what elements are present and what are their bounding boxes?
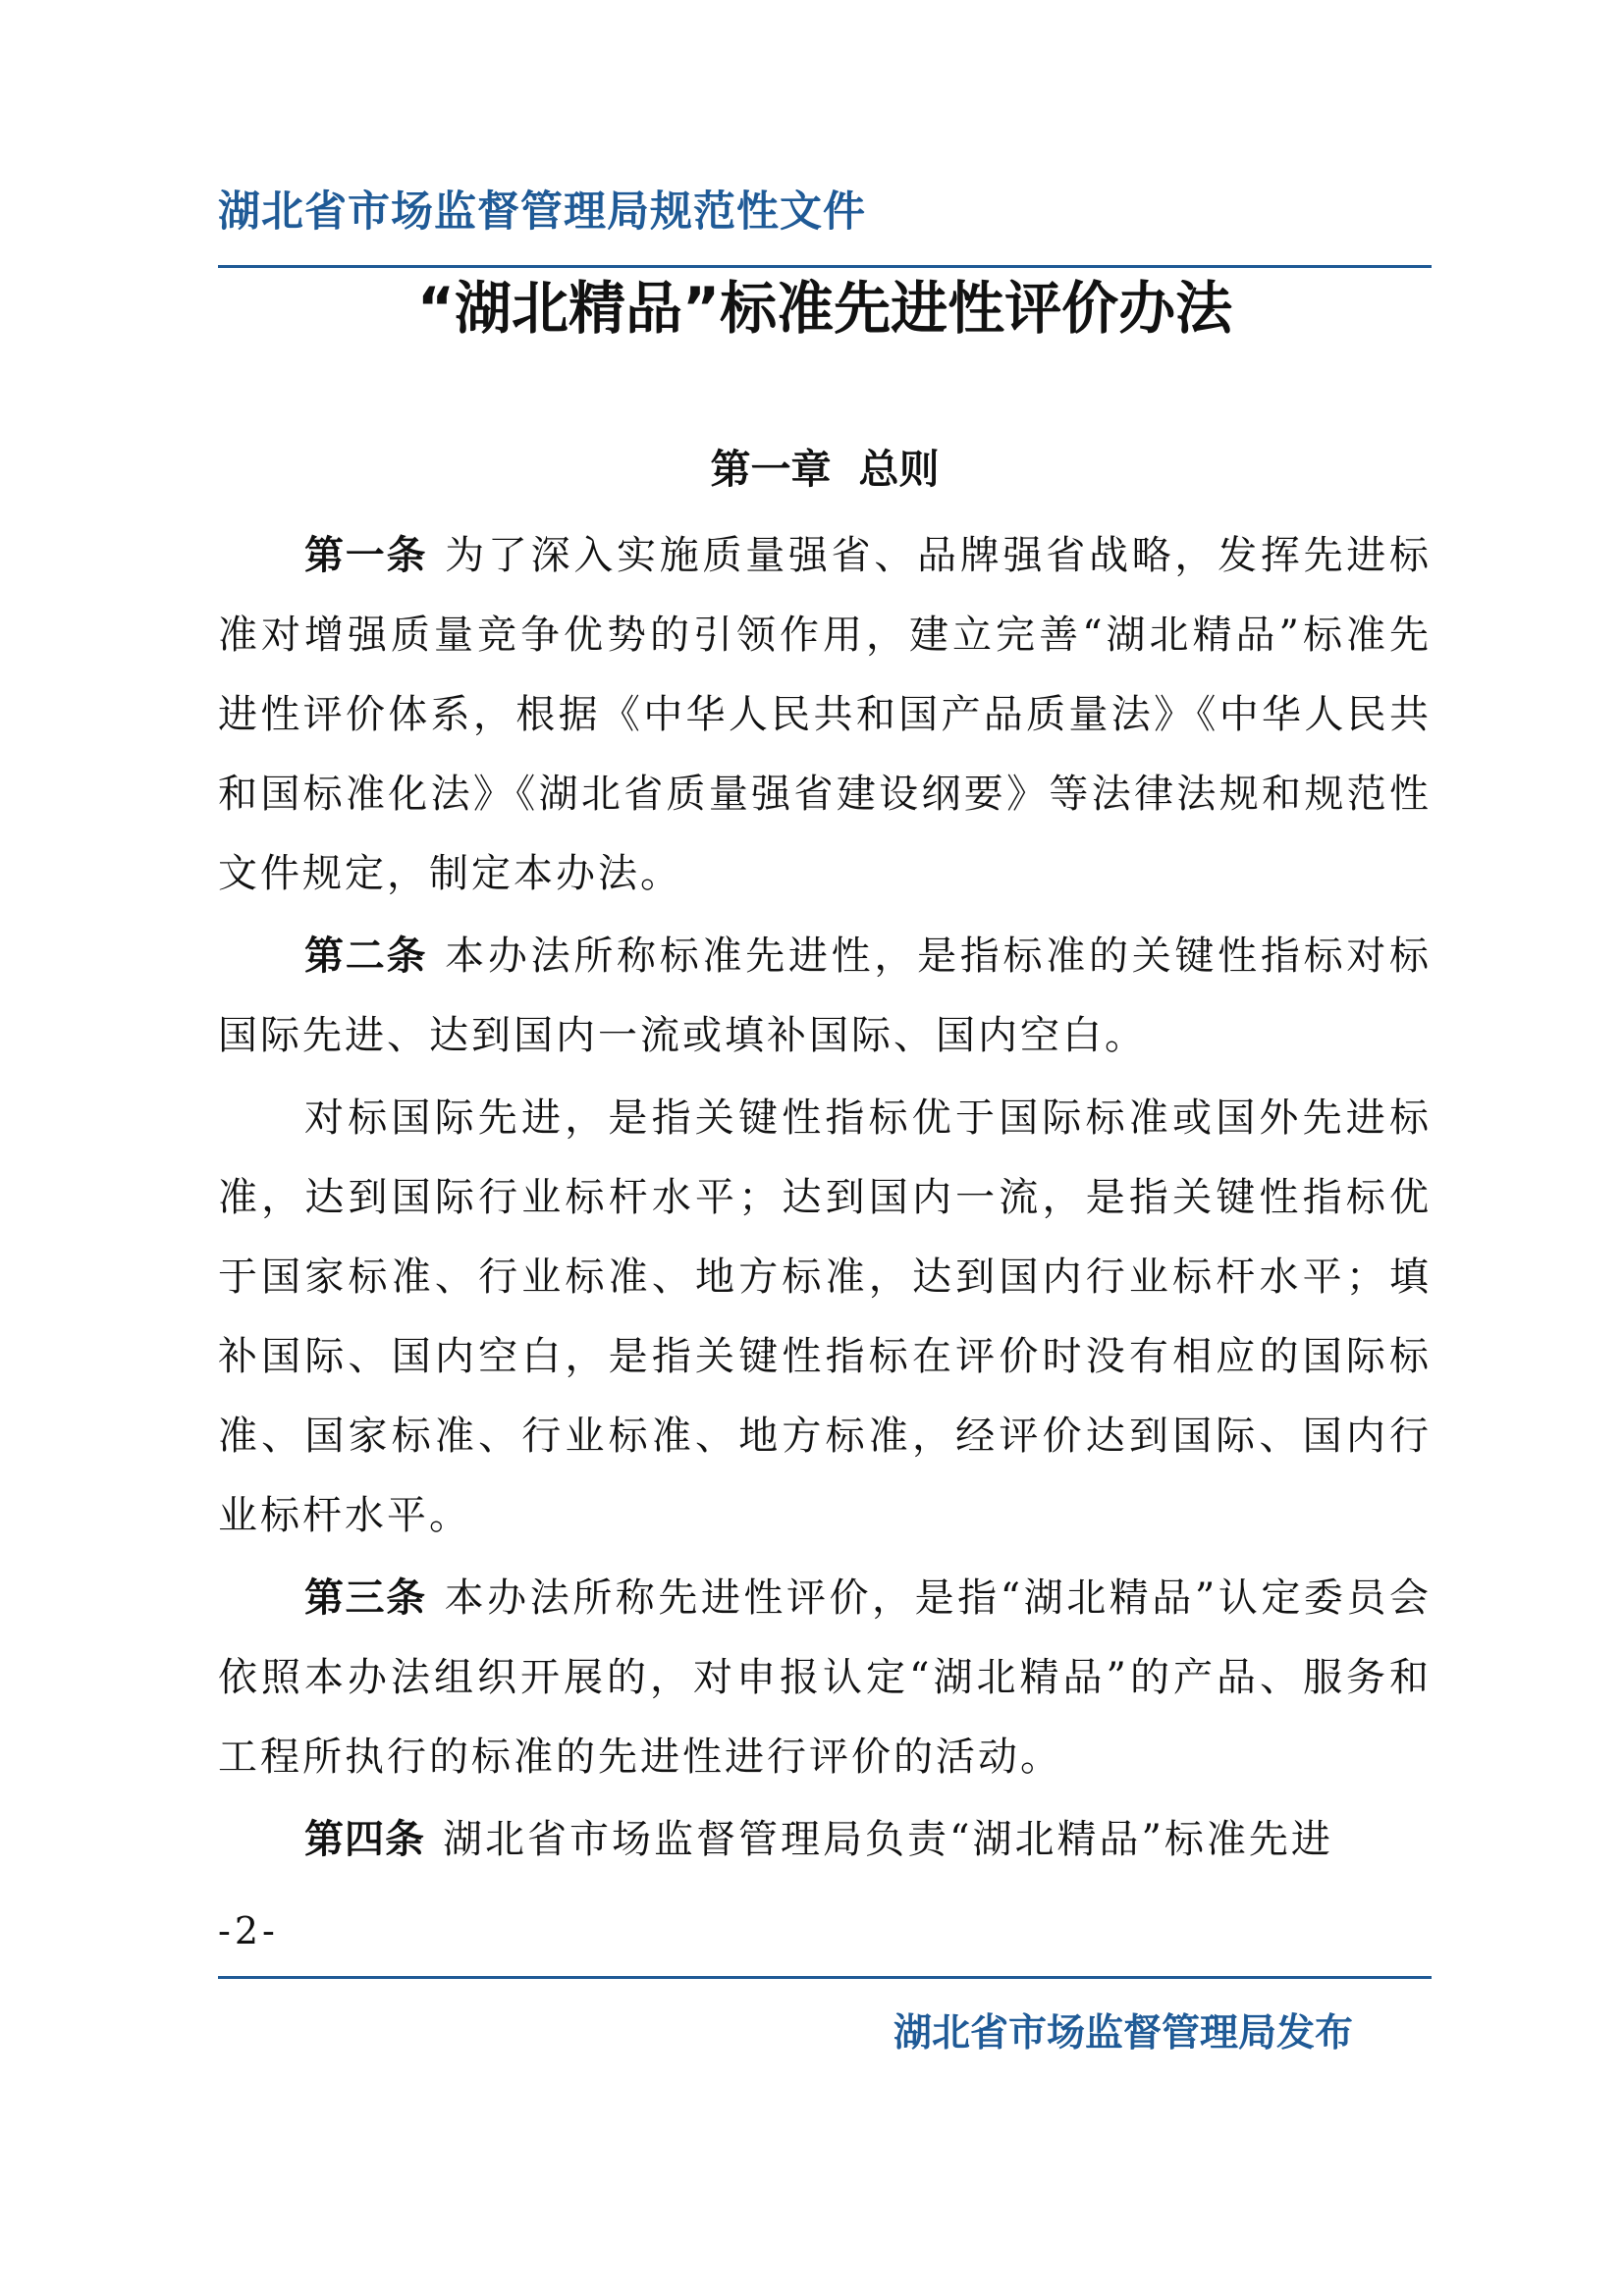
article-label: 第四条 (304, 1817, 425, 1862)
article-paragraph (218, 516, 1432, 914)
document-title: “湖北精品”标准先进性评价办法 (416, 275, 1233, 342)
article-text: 为了深入实施质量强省、品牌强省战略，发挥先进标准对增强质量竞争优势的引领作用，建立完善“湖北精品”标准先进性评价体系，根据《中华人民共和国产品质量法》《中华人民共和国标准化法》《湖北省质量强省建设纲要》等法律法规和规范性文件规定，制定本办法。 (218, 533, 1433, 896)
document-body (218, 516, 1432, 1883)
chapter-name: 总则 (858, 446, 940, 493)
article-paragraph (218, 917, 1432, 1076)
article-label: 第二条 (304, 934, 428, 979)
issuer-header: 湖北省市场监督管理局规范性文件 (218, 187, 866, 237)
paragraph-text: 对标国际先进，是指关键性指标优于国际标准或国外先进标准，达到国际行业标杆水平；达到国内一流，是指关键性指标优于国家标准、行业标准、地方标准，达到国内行业标杆水平；填补国际、国内空白，是指关键性指标在评价时没有相应的国际标准、国家标准、行业标准、地方标准，经评价达到国际、国内行业标杆水平。 (218, 1095, 1432, 1538)
chapter-heading (218, 440, 1432, 499)
article-text: 湖北省市场监督管理局负责“湖北精品”标准先进 (443, 1817, 1333, 1862)
article-text: 本办法所称先进性评价，是指“湖北精品”认定委员会依照本办法组织开展的，对申报认定“湖北精品”的产品、服务和工程所执行的标准的先进性进行评价的活动。 (218, 1575, 1433, 1780)
footer-divider (218, 1976, 1432, 1979)
header-divider (218, 265, 1432, 268)
page-number: -2- (218, 1909, 279, 1952)
article-text: 本办法所称标准先进性，是指标准的关键性指标对标国际先进、达到国内一流或填补国际、国内空白。 (218, 934, 1433, 1058)
body-paragraph (218, 1079, 1432, 1556)
article-paragraph (218, 1559, 1432, 1797)
article-label: 第三条 (304, 1575, 427, 1621)
article-paragraph (218, 1800, 1432, 1880)
publisher-footer: 湖北省市场监督管理局发布 (893, 2011, 1353, 2056)
article-label: 第一条 (304, 533, 428, 578)
chapter-number: 第一章 (710, 446, 832, 493)
